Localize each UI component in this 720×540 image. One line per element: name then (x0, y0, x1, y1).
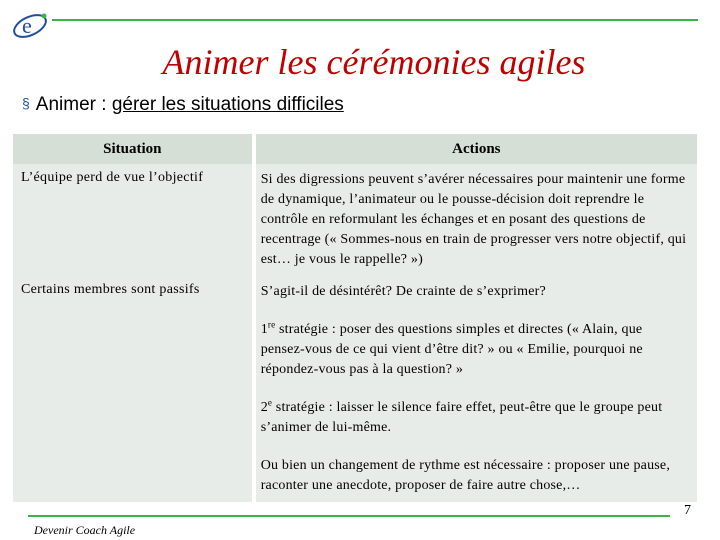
top-divider (52, 19, 698, 21)
action-text: 1re stratégie : poser des questions simples et directes (« Alain, que pensez-vous de ce qui vient d’être dit? » ou « Emilie, pourquoi ne répondez-vous pas à la question? » (260, 319, 643, 377)
slide-subtitle (22, 90, 344, 118)
page-number: 7 (684, 503, 691, 518)
bottom-divider (28, 515, 670, 517)
table-header-row (13, 134, 697, 164)
action-text: S’agit-il de désintérêt? De crainte de s’exprimer? (260, 284, 546, 299)
situations-table (13, 134, 697, 502)
action-text: 2e stratégie : laisser le silence faire effet, peut-être que le groupe peut s’animer de lui-même. (260, 397, 663, 435)
header-situation: Situation (13, 134, 252, 164)
subtitle-underlined: gérer les situations difficiles (111, 94, 344, 115)
footer-label: Devenir Coach Agile (34, 523, 136, 537)
table-row (13, 276, 697, 502)
table-row (13, 164, 697, 276)
subtitle-prefix: Animer : (35, 94, 112, 115)
action-text: Ou bien un changement de rythme est nécessaire : proposer une pause, raconter une anecdote, proposer de faire autre chose,… (260, 458, 671, 493)
ellipse-e-logo-icon (10, 8, 54, 42)
header-actions: Actions (256, 134, 697, 164)
situation-cell: Certains membres sont passifs (13, 276, 252, 502)
actions-cell (256, 276, 697, 502)
actions-cell (256, 164, 697, 276)
situation-cell: L’équipe perd de vue l’objectif (13, 164, 252, 276)
slide-title: Animer les cérémonies agiles (162, 42, 586, 82)
svg-text:e: e (22, 13, 32, 38)
action-text: Si des digressions peuvent s’avérer nécessaires pour maintenir une forme de dynamique, l’animateur ou le pousse-décision doit reprendre le contrôle en reformulant les échanges et en posant des questions de recentrage (« Sommes-nous en train de progresser vers notre objectif, qui est… je vous le rappelle? ») (260, 172, 687, 267)
bullet-icon: § (22, 95, 30, 111)
